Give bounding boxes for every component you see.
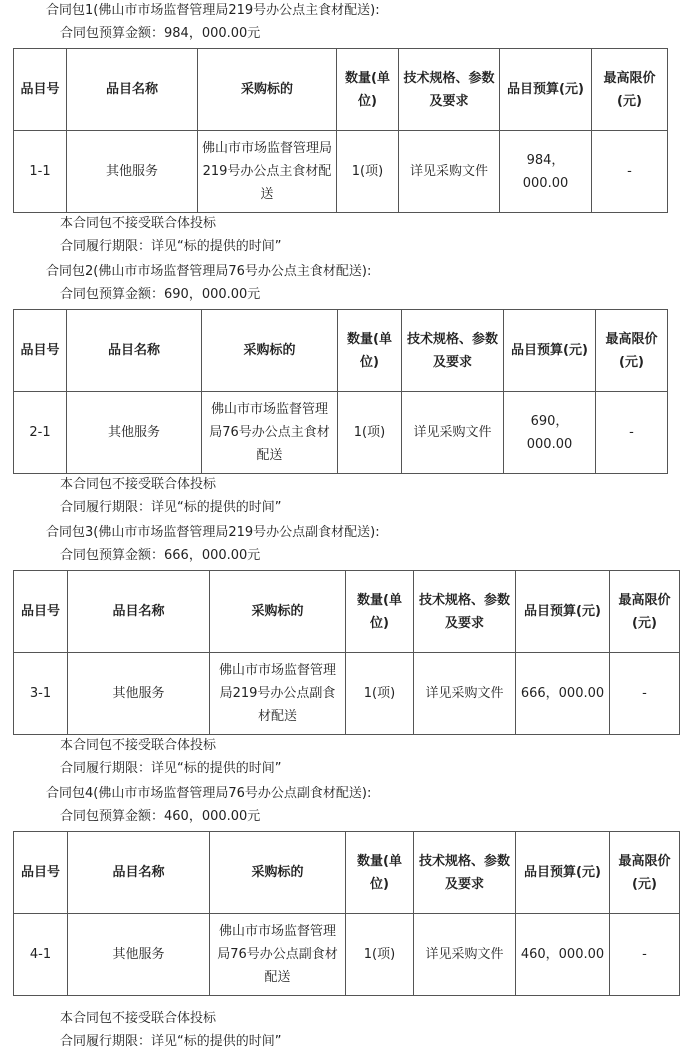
- note-contract-period: 合同履行期限：详见“标的提供的时间”: [60, 239, 282, 254]
- table-header-row: [14, 49, 668, 131]
- cell-item-name: 其他服务: [68, 914, 210, 996]
- header-item-name: 品目名称: [68, 832, 210, 914]
- package-table: [13, 48, 668, 213]
- cell-max-price: -: [596, 392, 668, 474]
- table-header-row: [14, 571, 680, 653]
- header-max-price: 最高限价(元): [610, 832, 680, 914]
- cell-item-no: 4-1: [14, 914, 68, 996]
- cell-budget: 984，000.00: [500, 131, 592, 213]
- cell-budget: 690，000.00: [504, 392, 596, 474]
- header-budget: 品目预算(元): [516, 832, 610, 914]
- header-item-no: 品目号: [14, 49, 67, 131]
- package-budget: 合同包预算金额：984，000.00元: [60, 26, 261, 41]
- header-max-price: 最高限价(元): [592, 49, 668, 131]
- note-contract-period: 合同履行期限：详见“标的提供的时间”: [60, 500, 282, 515]
- cell-budget: 460，000.00: [516, 914, 610, 996]
- cell-spec: 详见采购文件: [399, 131, 500, 213]
- cell-max-price: -: [610, 914, 680, 996]
- package-title: 合同包3(佛山市市场监督管理局219号办公点副食材配送):: [46, 525, 380, 540]
- table-header-row: [14, 310, 668, 392]
- header-target: 采购标的: [210, 832, 346, 914]
- package-budget: 合同包预算金额：690，000.00元: [60, 287, 261, 302]
- cell-quantity: 1(项): [337, 131, 399, 213]
- cell-item-name: 其他服务: [68, 653, 210, 735]
- header-spec: 技术规格、参数及要求: [402, 310, 504, 392]
- header-target: 采购标的: [202, 310, 338, 392]
- note-contract-period: 合同履行期限：详见“标的提供的时间”: [60, 1034, 282, 1049]
- note-joint-bid: 本合同包不接受联合体投标: [60, 1011, 217, 1026]
- cell-spec: 详见采购文件: [414, 653, 516, 735]
- header-max-price: 最高限价(元): [610, 571, 680, 653]
- cell-item-name: 其他服务: [67, 392, 202, 474]
- cell-budget: 666，000.00: [516, 653, 610, 735]
- cell-quantity: 1(项): [346, 653, 414, 735]
- cell-quantity: 1(项): [338, 392, 402, 474]
- cell-target: 佛山市市场监督管理局76号办公点主食材配送: [202, 392, 338, 474]
- header-quantity: 数量(单位): [338, 310, 402, 392]
- header-item-no: 品目号: [14, 310, 67, 392]
- header-quantity: 数量(单位): [337, 49, 399, 131]
- header-item-name: 品目名称: [67, 310, 202, 392]
- package-table: [13, 831, 680, 996]
- header-item-name: 品目名称: [68, 571, 210, 653]
- header-quantity: 数量(单位): [346, 832, 414, 914]
- package-table: [13, 570, 680, 735]
- note-joint-bid: 本合同包不接受联合体投标: [60, 477, 217, 492]
- package-table: [13, 309, 668, 474]
- note-contract-period: 合同履行期限：详见“标的提供的时间”: [60, 761, 282, 776]
- cell-target: 佛山市市场监督管理局76号办公点副食材配送: [210, 914, 346, 996]
- cell-item-name: 其他服务: [67, 131, 198, 213]
- table-row: [14, 914, 680, 996]
- cell-item-no: 3-1: [14, 653, 68, 735]
- header-target: 采购标的: [198, 49, 337, 131]
- table-row: [14, 392, 668, 474]
- cell-quantity: 1(项): [346, 914, 414, 996]
- package-budget: 合同包预算金额：460，000.00元: [60, 809, 261, 824]
- header-budget: 品目预算(元): [516, 571, 610, 653]
- header-item-name: 品目名称: [67, 49, 198, 131]
- cell-target: 佛山市市场监督管理局219号办公点副食材配送: [210, 653, 346, 735]
- cell-item-no: 1-1: [14, 131, 67, 213]
- package-budget: 合同包预算金额：666，000.00元: [60, 548, 261, 563]
- header-spec: 技术规格、参数及要求: [414, 832, 516, 914]
- cell-item-no: 2-1: [14, 392, 67, 474]
- header-spec: 技术规格、参数及要求: [414, 571, 516, 653]
- table-row: [14, 131, 668, 213]
- package-title: 合同包1(佛山市市场监督管理局219号办公点主食材配送):: [46, 3, 380, 18]
- cell-spec: 详见采购文件: [414, 914, 516, 996]
- note-joint-bid: 本合同包不接受联合体投标: [60, 738, 217, 753]
- header-quantity: 数量(单位): [346, 571, 414, 653]
- cell-max-price: -: [610, 653, 680, 735]
- header-item-no: 品目号: [14, 832, 68, 914]
- note-joint-bid: 本合同包不接受联合体投标: [60, 216, 217, 231]
- table-row: [14, 653, 680, 735]
- header-budget: 品目预算(元): [500, 49, 592, 131]
- header-budget: 品目预算(元): [504, 310, 596, 392]
- header-item-no: 品目号: [14, 571, 68, 653]
- header-target: 采购标的: [210, 571, 346, 653]
- cell-max-price: -: [592, 131, 668, 213]
- cell-target: 佛山市市场监督管理局219号办公点主食材配送: [198, 131, 337, 213]
- table-header-row: [14, 832, 680, 914]
- header-max-price: 最高限价(元): [596, 310, 668, 392]
- package-title: 合同包2(佛山市市场监督管理局76号办公点主食材配送):: [46, 264, 372, 279]
- header-spec: 技术规格、参数及要求: [399, 49, 500, 131]
- package-title: 合同包4(佛山市市场监督管理局76号办公点副食材配送):: [46, 786, 372, 801]
- cell-spec: 详见采购文件: [402, 392, 504, 474]
